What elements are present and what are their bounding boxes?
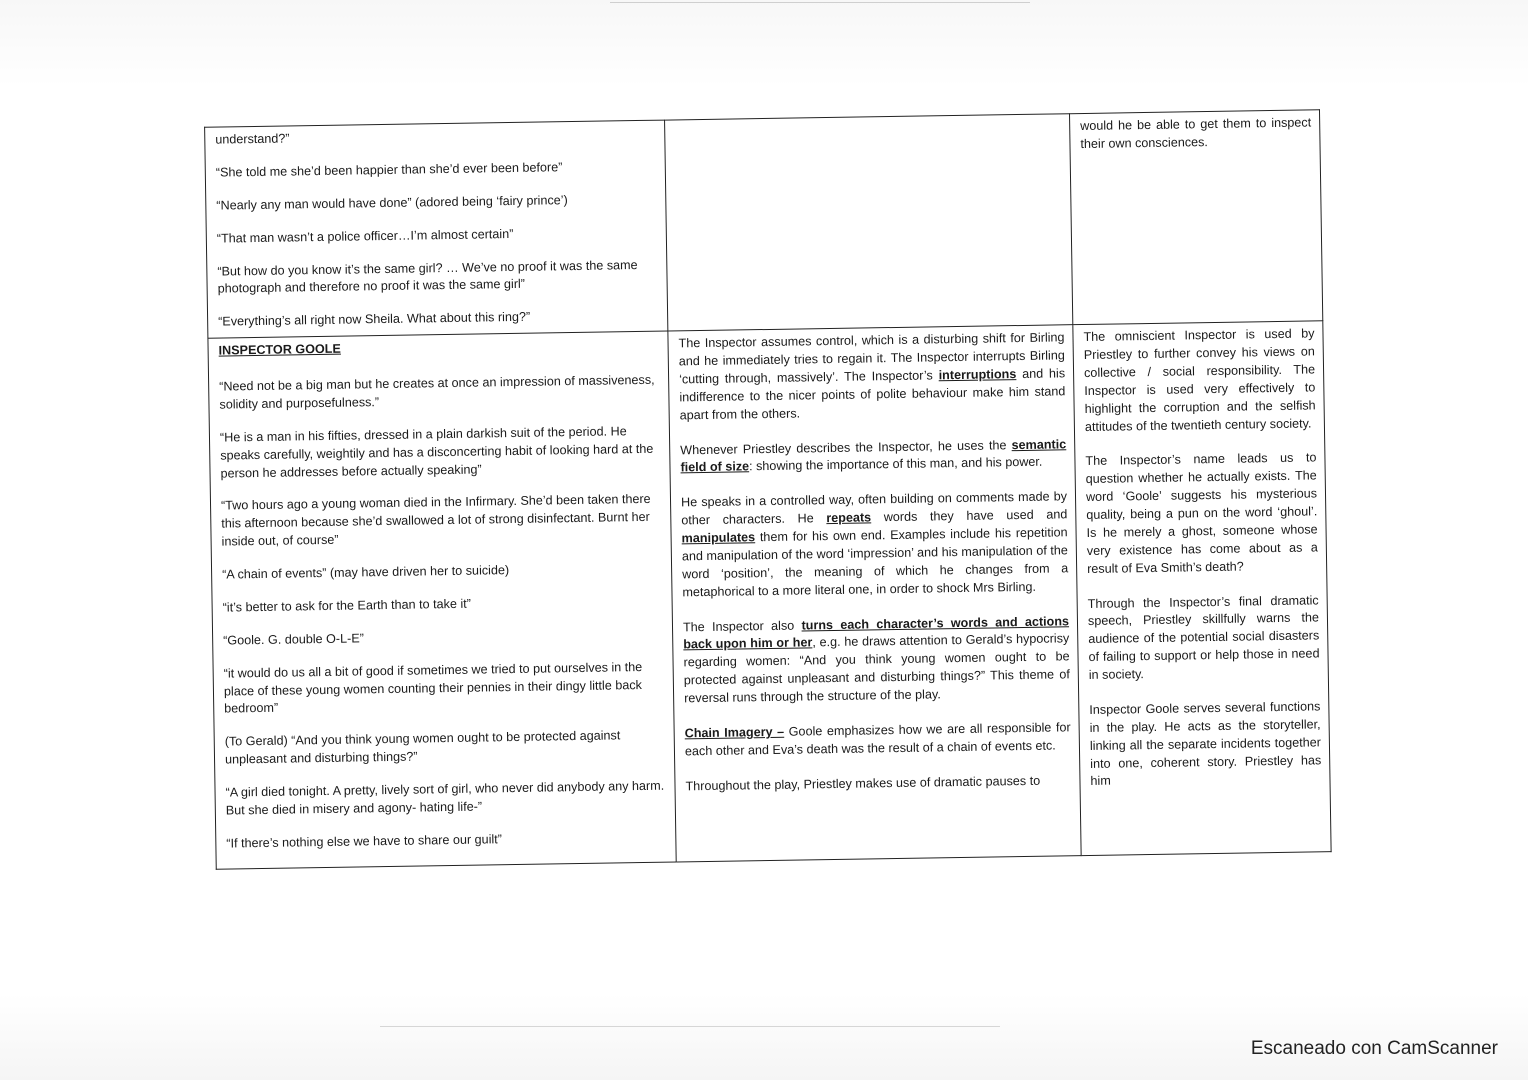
quote: “She told me she’d been happier than she’d ever been before” [215, 160, 563, 180]
quote: “A girl died tonight. A pretty, lively sort of girl, who never did anybody any harm. But she died in misery and agony- hating life-” [225, 778, 665, 818]
quote: “Goole. G. double O-L-E” [223, 631, 364, 648]
text-run: and his indifference to the nicer points of polite behaviour make him stand apart from the others. [679, 366, 1066, 422]
quote: “it’s better to ask for the Earth than to take it” [222, 596, 471, 615]
camscanner-watermark: Escaneado con CamScanner [1250, 1038, 1498, 1059]
quote: understand?” [215, 131, 290, 147]
text-run: The Inspector also [682, 617, 802, 634]
scan-artifact-bottom [380, 1026, 1000, 1027]
analysis-paragraph: Throughout the play, Priestley makes use of dramatic pauses to [685, 773, 1041, 793]
quote: “Two hours ago a young woman died in the Infirmary. She’d been taken there this afternoon because she’d swallowed a lot of strong disinfectant. Burnt her inside out, of course” [220, 492, 651, 549]
analysis-paragraph [685, 719, 1072, 761]
quote: “But how do you know it’s the same girl? … We’ve no proof it was the same photograph and therefore no proof it was the same girl” [217, 257, 638, 296]
scanned-document [204, 109, 1331, 886]
text-run: The Inspector assumes control, which is a disturbing shift for Birling and he immediately tries to regain it. The Inspector interrupts Birling ‘cutting through, massively’. The Inspector’s [678, 330, 1065, 387]
underlined-term: repeats [826, 510, 872, 526]
analysis-paragraph [681, 489, 1069, 602]
quotes-cell-top [205, 120, 668, 338]
text-run: Whenever Priestley describes the Inspector, he uses the [680, 437, 1012, 457]
quote: “it would do us all a bit of good if sometimes we tried to put ourselves in the place of these young women counting their pennies in their dingy little back bedroom” [223, 659, 643, 716]
quote: “Nearly any man would have done” (adored being ‘fairy prince’) [216, 192, 568, 213]
text-run: words they have used and [871, 507, 1068, 525]
underlined-term: Chain Imagery – [684, 724, 785, 741]
analysis-cell-inspector [668, 325, 1081, 862]
table-row [205, 110, 1323, 339]
context-cell-inspector [1073, 321, 1331, 856]
underlined-term: manipulates [681, 530, 756, 546]
quote: “If there’s nothing else we have to share our guilt” [226, 831, 503, 851]
analysis-paragraph [678, 329, 1065, 424]
context-paragraph: Through the Inspector’s final dramatic speech, Priestley skillfully warns the audience of the potential social disasters of failing to support or help those in need in society. [1087, 592, 1320, 682]
analysis-cell-top [665, 114, 1073, 331]
text-run: He speaks in a controlled way, often building on comments made by other characters. He [680, 489, 1068, 528]
context-paragraph: The Inspector’s name leads us to question whether he actually exists. The word ‘Goole’ suggests his mysterious quality, being a pun on the word ‘ghoul’. Is he merely a ghost, someone whose very existence has come about as a result of Eva Smith’s death? [1085, 450, 1318, 576]
quote: “A chain of events” (may have driven her to suicide) [222, 563, 510, 582]
text-run: : showing the importance of this man, and his power. [748, 455, 1043, 474]
notes-table [204, 109, 1332, 870]
context-paragraph: The omniscient Inspector is used by Priestley to further convey his views on collective / social responsibility. The Inspector is used very effectively to highlight the corruption and the selfish attitudes of the twentieth century society. [1083, 326, 1316, 434]
underlined-term: turns each character’s words and actions back upon him or her [683, 613, 1070, 652]
text-run: them for his own end. Examples include his repetition and manipulation of the word ‘impression’ and his manipulation of the word ‘position’, the meaning of which he changes from a metaphorical to a more literal one, in order to shock Mrs Birling. [681, 525, 1069, 599]
text-run: , e.g. he draws attention to Gerald’s hypocrisy regarding women: “And you think young women ought to be protected against unpleasant and disturbing things?” This theme of reversal runs through the structure of the play. [683, 631, 1070, 706]
quote: “He is a man in his fifties, dressed in a plain darkish suit of the period. He speaks carefully, weightily and has a disconcerting habit of looking hard at the person he addresses before actually speaking” [219, 423, 654, 481]
underlined-term: interruptions [938, 366, 1017, 383]
quote: “Need not be a big man but he creates at once an impression of massiveness, solidity and purposefulness.” [219, 372, 655, 412]
quote: (To Gerald) “And you think young women ought to be protected against unpleasant and disturbing things?” [224, 728, 621, 767]
scan-artifact-top [610, 2, 1030, 3]
analysis-paragraph [680, 436, 1067, 478]
context-cell-top [1070, 110, 1323, 325]
section-heading: INSPECTOR GOOLE [218, 341, 341, 358]
text-run: Goole emphasizes how we are all responsible for each other and Eva’s death was the result of a chain of events etc. [684, 720, 1071, 759]
quote: “Everything’s all right now Sheila. What about this ring?” [218, 309, 531, 329]
analysis-paragraph [683, 613, 1070, 708]
quote: “That man wasn’t a police officer…I’m almost certain” [216, 226, 514, 246]
table-row [208, 321, 1331, 869]
quotes-cell-inspector [208, 331, 676, 869]
context-paragraph: Inspector Goole serves several functions in the play. He acts as the storyteller, linking all the separate incidents together into one, coherent story. Priestley has him [1089, 699, 1322, 789]
underlined-term: semantic field of size [680, 436, 1067, 475]
context-paragraph: would he be able to get them to inspect their own consciences. [1080, 115, 1312, 151]
